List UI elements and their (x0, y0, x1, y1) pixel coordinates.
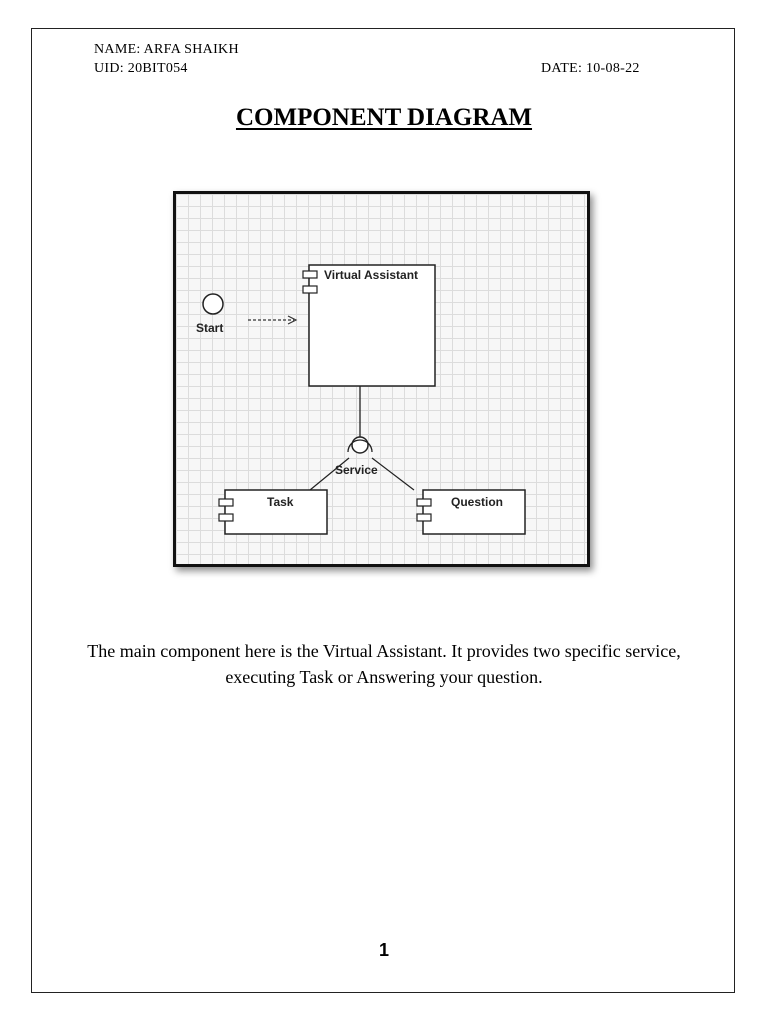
question-port-bottom (417, 514, 431, 521)
question-label: Question (451, 495, 504, 509)
virtual-assistant-port-top (303, 271, 317, 278)
page-title: COMPONENT DIAGRAM (235, 104, 533, 131)
virtual-assistant-label: Virtual Assistant (324, 268, 419, 282)
student-uid: UID: 20BIT054 (94, 61, 188, 76)
diagram-description: The main component here is the Virtual Assistant. It provides two specific service, executing Task or Answering your question. (87, 641, 681, 687)
question-connection-line (372, 458, 414, 490)
diagram-canvas (176, 194, 587, 564)
task-label: Task (267, 495, 294, 509)
task-port-top (219, 499, 233, 506)
document-date: DATE: 10-08-22 (541, 61, 640, 76)
question-port-top (417, 499, 431, 506)
virtual-assistant-port-bottom (303, 286, 317, 293)
component-diagram (173, 191, 590, 567)
student-name: NAME: ARFA SHAIKH (94, 42, 239, 57)
task-port-bottom (219, 514, 233, 521)
start-node (203, 294, 223, 314)
service-label: Service (335, 463, 378, 477)
virtual-assistant-component (309, 265, 435, 386)
page-number: 1 (378, 940, 389, 960)
start-label: Start (196, 321, 224, 335)
